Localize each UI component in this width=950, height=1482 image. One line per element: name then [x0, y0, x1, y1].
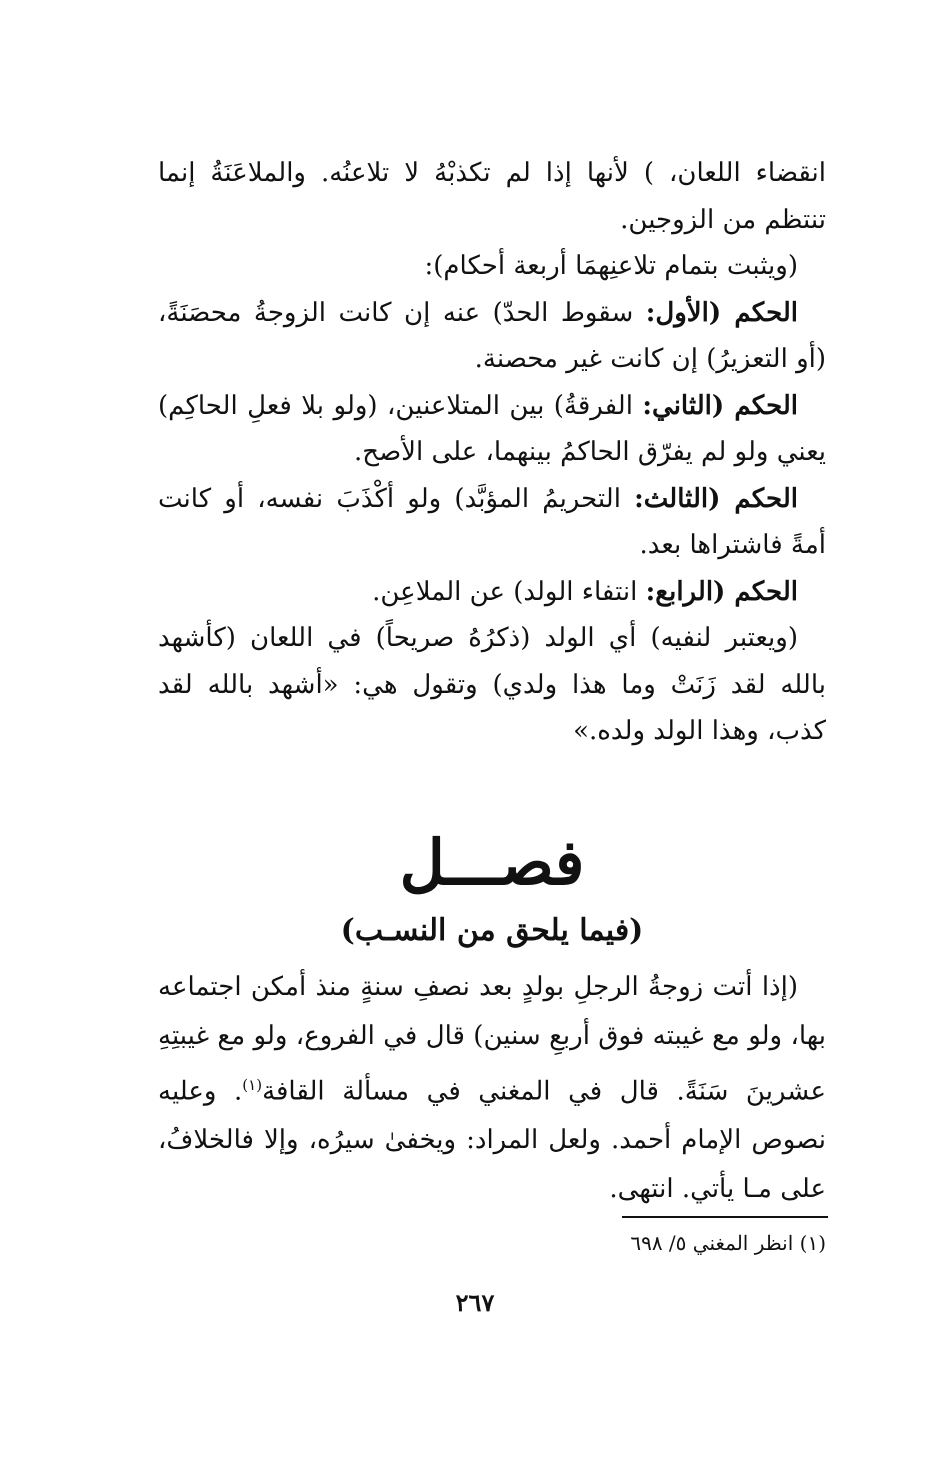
paragraph: [158, 243, 826, 290]
paragraph-lead: الحكم (الثاني:: [642, 390, 798, 421]
section-body-text: (إذا أتت زوجةُ الرجلِ بولدٍ بعد نصفِ سنةٍ منذ أمكن اجتماعه بها، ولو مع غيبته فوق أربعِ سنين) قال في الفروع، ولو مع غيبتِهِ عشرينَ سَنَةً. قال في المغني في مسألة القافة: [158, 971, 826, 1107]
page-body: [158, 150, 826, 1214]
paragraph-text: (ويعتبر لنفيه) أي الولد (ذكرُهُ صريحاً) في اللعان (كأشهد بالله لقد زَنَتْ وما هذا ولدي) وتقول هي: «أشهد بالله لقد كذب، وهذا الولد ولده.»: [158, 623, 826, 746]
paragraph: [158, 383, 826, 476]
paragraph-text: التحريمُ المؤبَّد) ولو أكْذَبَ نفسه، أو كانت أمةً فاشتراها بعد.: [158, 483, 826, 560]
section-body-tail: . وعليه نصوص الإمام أحمد. ولعل المراد: ويخفىٰ سيرُه، وإلا فالخلافُ، على مـا يأتي. انتهى.: [158, 1076, 826, 1205]
section-title: (فيما يلحق من النسـب): [340, 912, 644, 948]
paragraph-text: (ويثبت بتمام تلاعنِهمَا أربعة أحكام):: [424, 251, 798, 281]
paragraph-text: انقضاء اللعان، ) لأنها إذا لم تكذبْهُ لا تلاعنُه. والملاعَنَةُ إنما تنتظم من الزوجين.: [158, 158, 826, 235]
paragraph-text: الفرقةُ) بين المتلاعنين، (ولو بلا فعلِ الحاكِم) يعني ولو لم يفرّق الحاكمُ بينهما، على الأصح.: [158, 390, 826, 467]
paragraphs: [158, 150, 826, 755]
paragraph: [158, 569, 826, 616]
paragraph: [158, 150, 826, 243]
paragraph-text: سقوط الحدّ) عنه إن كانت الزوجةُ محصَنَةً، (أو التعزيرُ) إن كانت غير محصنة.: [158, 297, 826, 374]
footnote-rule: [622, 1216, 828, 1218]
paragraph: [158, 615, 826, 755]
paragraph-lead: الحكم (الثالث:: [634, 483, 798, 514]
page-number: ٢٦٧: [455, 1288, 495, 1317]
section-gap: [158, 755, 826, 823]
footnote: (١) انظر المغني ٥/ ٦٩٨: [630, 1231, 826, 1255]
section-heading: فصـــل: [399, 825, 585, 899]
paragraph-lead: الحكم (الأول:: [645, 297, 798, 328]
paragraph-lead: الحكم (الرابع:: [645, 576, 798, 607]
section-body: [158, 963, 826, 1215]
paragraph: [158, 476, 826, 569]
paragraph-text: انتفاء الولد) عن الملاعِن.: [372, 576, 646, 607]
footnote-marker: (١): [242, 1075, 263, 1094]
paragraph: [158, 290, 826, 383]
